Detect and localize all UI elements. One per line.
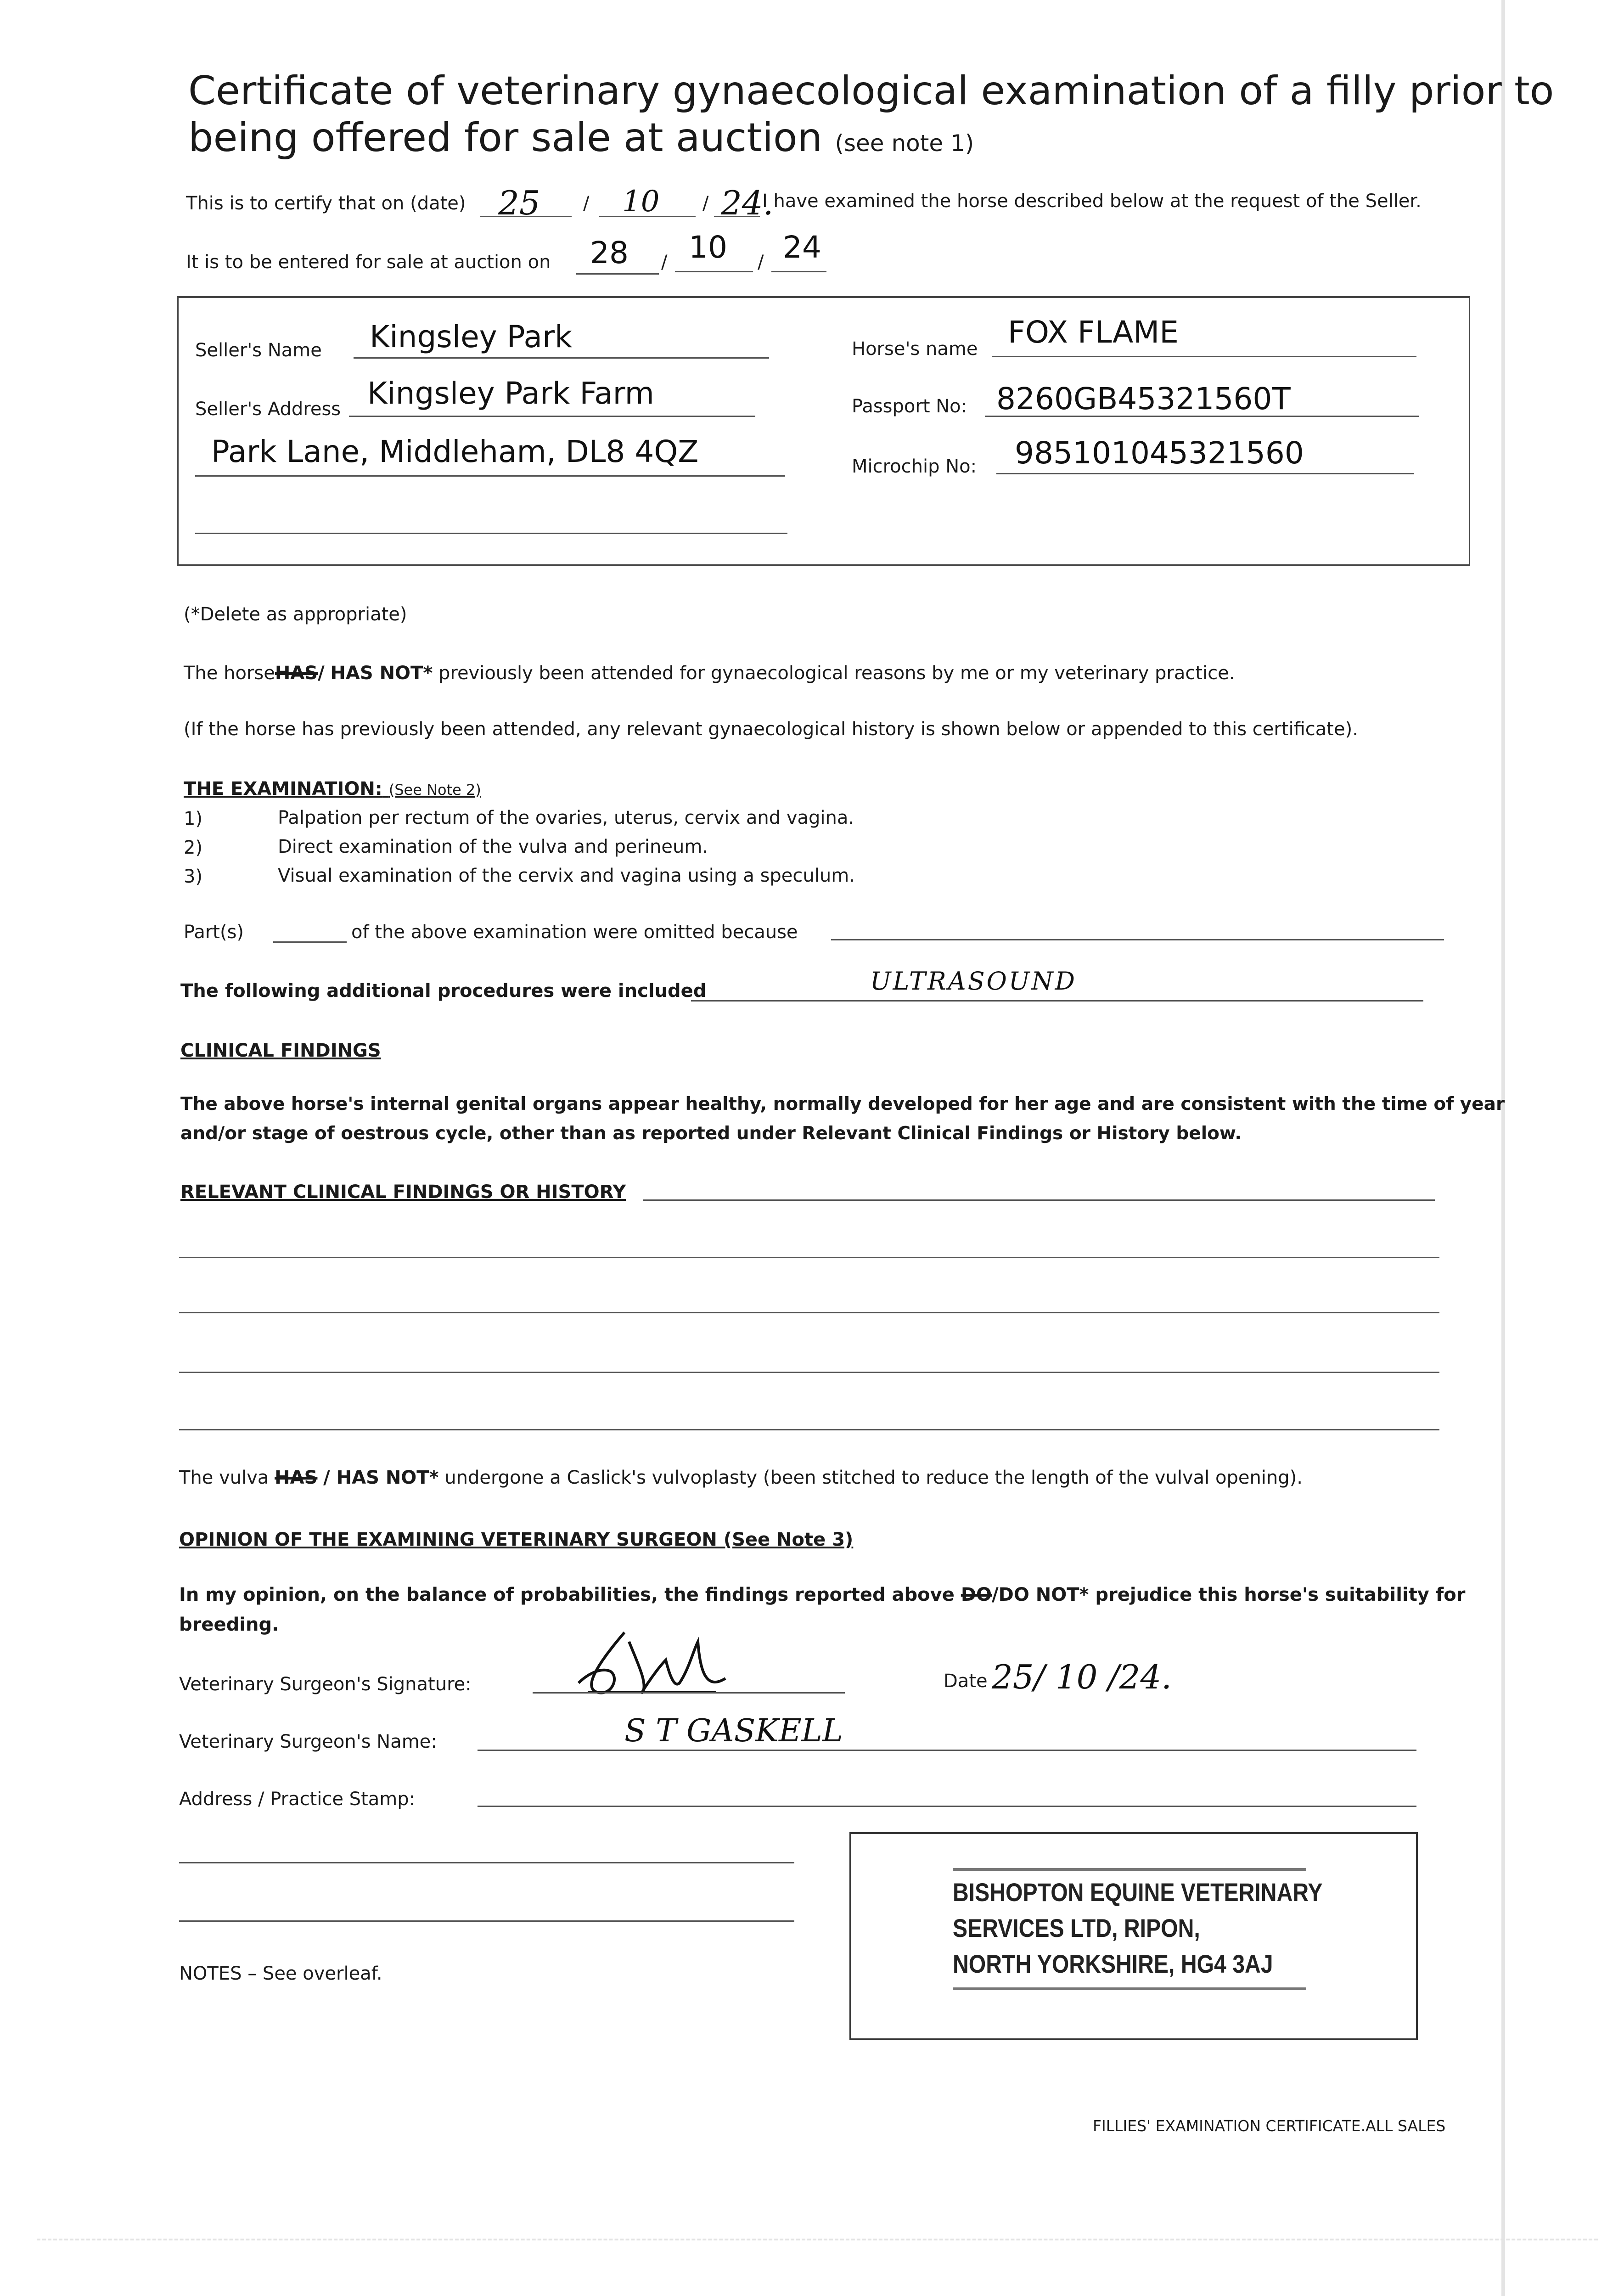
microchip-line xyxy=(996,473,1414,474)
history-note: (If the horse has previously been attended, any relevant gynaecological history is shown below or appended to this certificate). xyxy=(184,719,1358,740)
clinical-text-line2: and/or stage of oestrous cycle, other than as reported under Relevant Clinical Findings or History below. xyxy=(180,1123,1242,1144)
attended-prefix: The horse xyxy=(184,663,275,684)
seller-address-line1: Kingsley Park Farm xyxy=(367,376,654,411)
certify-year: 24. xyxy=(721,184,774,222)
additional-value: ULTRASOUND xyxy=(870,967,1077,996)
attended-struck: HAS xyxy=(275,663,318,684)
auction-day-line xyxy=(576,273,659,275)
auction-prefix: It is to be entered for sale at auction on xyxy=(186,252,551,273)
auction-year: 24 xyxy=(783,230,821,265)
address-line-3 xyxy=(179,1920,794,1922)
stamp-bottom-rule xyxy=(953,1987,1306,1990)
horse-name-label: Horse's name xyxy=(852,338,978,360)
relevant-line-4 xyxy=(179,1372,1439,1373)
page-title-line1: Certificate of veterinary gynaecological examination of a filly prior to xyxy=(188,68,1554,114)
signature-image xyxy=(569,1623,771,1706)
page-title-note: (see note 1) xyxy=(835,130,974,157)
exam-item-3-num: 3) xyxy=(184,866,203,887)
exam-item-2-text: Direct examination of the vulva and perineum. xyxy=(278,836,708,857)
auction-month-line xyxy=(675,271,753,272)
address-line-1 xyxy=(478,1806,1416,1807)
horse-name-value: FOX FLAME xyxy=(1008,315,1179,350)
passport-value: 8260GB45321560T xyxy=(996,381,1291,416)
seller-address-line2-rule xyxy=(195,475,785,477)
attended-slash: / xyxy=(318,663,325,684)
surgeon-name-label: Veterinary Surgeon's Name: xyxy=(179,1731,437,1752)
vulva-prefix: The vulva xyxy=(179,1467,269,1488)
exam-item-1-num: 1) xyxy=(184,808,203,829)
passport-line xyxy=(985,416,1419,417)
auction-year-line xyxy=(771,271,826,272)
certify-month-line xyxy=(599,216,696,217)
address-line-2 xyxy=(179,1862,794,1863)
notes-text: NOTES – See overleaf. xyxy=(179,1963,382,1984)
page-title-line2 xyxy=(188,115,974,166)
exam-item-3-text: Visual examination of the cervix and vagina using a speculum. xyxy=(278,865,855,886)
vulva-kept: / HAS NOT* xyxy=(323,1467,439,1488)
auction-day: 28 xyxy=(590,235,629,270)
auction-slash-2: / xyxy=(758,252,764,273)
vulva-line xyxy=(179,1467,1303,1488)
certify-prefix: This is to certify that on (date) xyxy=(186,193,466,214)
seller-address-line2: Park Lane, Middleham, DL8 4QZ xyxy=(211,434,699,469)
delete-note: (*Delete as appropriate) xyxy=(184,604,407,625)
exam-item-2-num: 2) xyxy=(184,837,203,858)
opinion-heading: OPINION OF THE EXAMINING VETERINARY SURGEON (See Note 3) xyxy=(179,1529,854,1550)
seller-name-label: Seller's Name xyxy=(195,340,322,361)
opinion-line1-prefix: In my opinion, on the balance of probabilities, the findings reported above xyxy=(179,1584,955,1605)
seller-name-line xyxy=(354,357,769,359)
microchip-value: 985101045321560 xyxy=(1015,435,1304,471)
scan-edge xyxy=(1501,0,1505,2296)
relevant-line-1 xyxy=(643,1199,1435,1201)
certify-day-line xyxy=(480,216,572,217)
certify-day: 25 xyxy=(498,184,540,222)
footer-text: FILLIES' EXAMINATION CERTIFICATE.ALL SALES xyxy=(1093,2117,1446,2135)
examination-heading-text: THE EXAMINATION: xyxy=(184,778,382,799)
opinion-line1 xyxy=(179,1584,1465,1605)
omitted-parts-line xyxy=(273,941,347,943)
additional-label: The following additional procedures were included xyxy=(180,980,707,1002)
vulva-suffix: undergone a Caslick's vulvoplasty (been stitched to reduce the length of the vulval opening). xyxy=(444,1467,1303,1488)
certify-slash-2: / xyxy=(702,193,709,214)
stamp-top-rule xyxy=(953,1868,1306,1871)
omitted-middle: of the above examination were omitted because xyxy=(351,922,798,943)
clinical-heading: CLINICAL FINDINGS xyxy=(180,1040,381,1061)
signature-line xyxy=(533,1692,845,1694)
certify-slash-1: / xyxy=(583,193,590,214)
surgeon-name-line xyxy=(478,1750,1416,1751)
seller-name-value: Kingsley Park xyxy=(370,319,573,355)
date-label: Date xyxy=(944,1671,988,1692)
relevant-heading: RELEVANT CLINICAL FINDINGS OR HISTORY xyxy=(180,1182,626,1203)
microchip-label: Microchip No: xyxy=(852,456,977,477)
opinion-struck: DO xyxy=(961,1584,992,1605)
stamp-line-2: SERVICES LTD, RIPON, xyxy=(953,1913,1200,1942)
examination-heading xyxy=(184,778,481,799)
scan-bottom-edge xyxy=(37,2239,1598,2240)
attended-suffix: previously been attended for gynaecological reasons by me or my veterinary practice. xyxy=(438,663,1235,684)
relevant-line-2 xyxy=(179,1257,1439,1258)
seller-address-label: Seller's Address xyxy=(195,399,341,420)
stamp-line-3: NORTH YORKSHIRE, HG4 3AJ xyxy=(953,1949,1273,1978)
surgeon-name-value: S T GASKELL xyxy=(624,1713,843,1749)
omitted-reason-line xyxy=(831,939,1444,940)
auction-slash-1: / xyxy=(661,252,668,273)
relevant-line-3 xyxy=(179,1312,1439,1313)
stamp-line-1: BISHOPTON EQUINE VETERINARY xyxy=(953,1878,1323,1907)
auction-month: 10 xyxy=(689,230,727,265)
page-title-text: being offered for sale at auction xyxy=(188,115,823,161)
address-label: Address / Practice Stamp: xyxy=(179,1789,416,1810)
vulva-struck: HAS xyxy=(275,1467,318,1488)
opinion-line2: breeding. xyxy=(179,1614,279,1635)
relevant-line-5 xyxy=(179,1429,1439,1430)
clinical-text-line1: The above horse's internal genital organs appear healthy, normally developed for her age and are consistent with the time of year xyxy=(180,1094,1505,1114)
seller-address-line3-rule xyxy=(195,533,787,534)
date-value: 25/ 10 /24. xyxy=(992,1658,1172,1696)
horse-name-line xyxy=(992,356,1416,357)
passport-label: Passport No: xyxy=(852,396,967,417)
seller-address-line1-rule xyxy=(349,416,755,417)
certify-year-line xyxy=(714,216,760,217)
examination-heading-note: (See Note 2) xyxy=(388,781,481,799)
certify-suffix: I have examined the horse described below at the request of the Seller. xyxy=(762,191,1422,212)
signature-label: Veterinary Surgeon's Signature: xyxy=(179,1674,472,1695)
attended-kept: HAS NOT* xyxy=(330,663,433,684)
certify-month: 10 xyxy=(622,185,660,219)
attended-line xyxy=(184,663,1235,684)
opinion-line1-suffix: /DO NOT* prejudice this horse's suitability for xyxy=(992,1584,1466,1605)
exam-item-1-text: Palpation per rectum of the ovaries, uterus, cervix and vagina. xyxy=(278,807,854,828)
omitted-prefix: Part(s) xyxy=(184,922,244,943)
additional-line xyxy=(691,1000,1423,1002)
